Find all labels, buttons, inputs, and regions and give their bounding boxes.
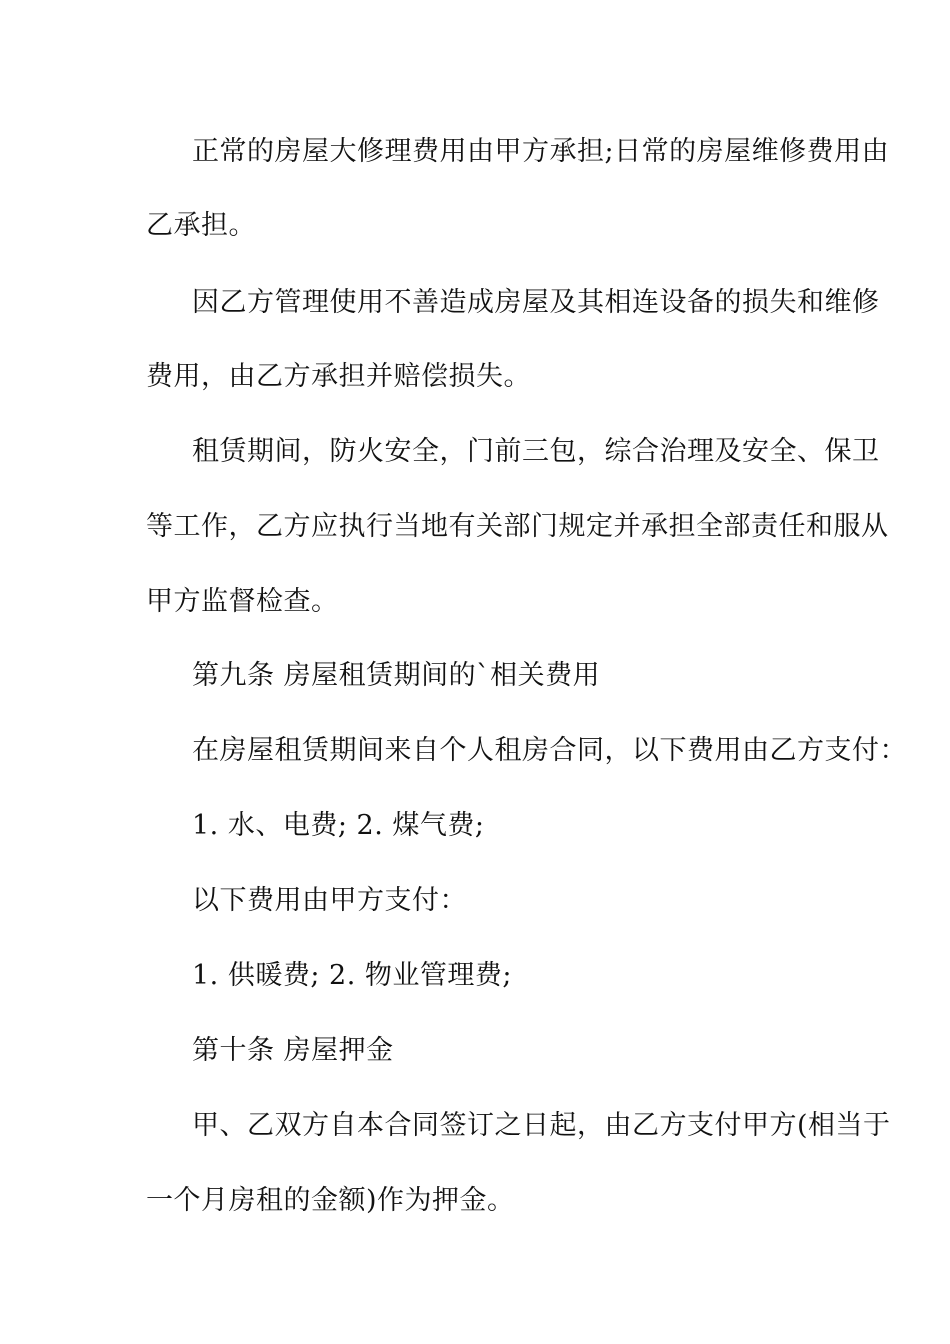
- section-heading: 第十条 房屋押金: [192, 1035, 394, 1066]
- list-item: 1. 供暖费; 2. 物业管理费;: [192, 960, 512, 991]
- paragraph-line: 乙承担。: [146, 210, 256, 241]
- list-item: 1. 水、电费; 2. 煤气费;: [192, 810, 485, 841]
- paragraph-line: 甲、乙双方自本合同签订之日起，由乙方支付甲方(相当于: [192, 1110, 891, 1141]
- paragraph-line: 因乙方管理使用不善造成房屋及其相连设备的损失和维修: [192, 287, 880, 318]
- paragraph-line: 等工作，乙方应执行当地有关部门规定并承担全部责任和服从: [146, 511, 889, 542]
- paragraph-line: 在房屋租赁期间来自个人租房合同，以下费用由乙方支付：: [192, 735, 907, 766]
- paragraph-line: 费用，由乙方承担并赔偿损失。: [146, 361, 531, 392]
- paragraph-line: 正常的房屋大修理费用由甲方承担;日常的房屋维修费用由: [192, 136, 890, 167]
- paragraph-line: 以下费用由甲方支付：: [192, 885, 467, 916]
- paragraph-line: 甲方监督检查。: [146, 586, 339, 617]
- section-heading: 第九条 房屋租赁期间的`相关费用: [192, 660, 601, 691]
- paragraph-line: 一个月房租的金额)作为押金。: [146, 1185, 515, 1216]
- paragraph-line: 租赁期间，防火安全，门前三包，综合治理及安全、保卫: [192, 436, 880, 467]
